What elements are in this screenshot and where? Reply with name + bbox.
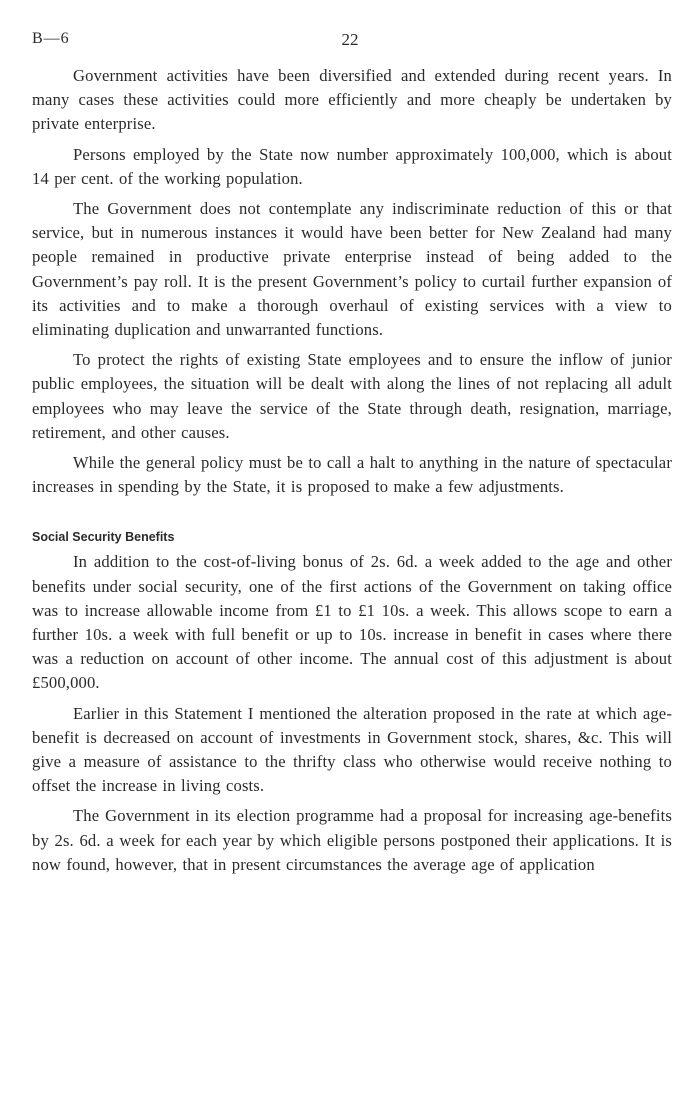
paragraph-election-programme: The Government in its election programme had a proposal for increasing age-benefits by 2s. 6d. a week for each year by which eligible persons postponed their applications. It is now found, however, that in present circumstances the average age of application	[32, 806, 672, 874]
paragraph-government-activities: Government activities have been diversified and extended during recent years. In many cases these activities could more efficiently and more cheaply be undertaken by private enterprise.	[32, 66, 672, 134]
section-heading-social-security: Social Security Benefits	[32, 530, 175, 545]
page-header	[32, 30, 668, 52]
paragraph-persons-employed: Persons employed by the State now number approximately 100,000, which is about 14 per cent. of the working population.	[32, 144, 672, 188]
paragraph-general-policy: While the general policy must be to call a halt to anything in the nature of spectacular increases in spending by the State, it is proposed to make a few adjustments.	[32, 453, 672, 497]
page-number: 22	[341, 30, 359, 49]
paragraph-government-policy: The Government does not contemplate any indiscriminate reduction of this or that service, but in numerous instances it would have been better for New Zealand had many people remained in productive private enterprise instead of being added to the Government’s pay roll. It is the present Government’s policy to curtail further expansion of its activities and to make a thorough overhaul of existing services with a view to eliminating duplication and unwarranted functions.	[32, 199, 672, 340]
page-body	[32, 64, 672, 883]
paragraph-age-benefit-alteration: Earlier in this Statement I mentioned the alteration proposed in the rate at which age-benefit is decreased on account of investments in Government stock, shares, &c. This will give a measure of assistance to the thrifty class who otherwise would receive nothing to offset the increase in living costs.	[32, 703, 672, 796]
document-reference: B—6	[32, 30, 70, 47]
paragraph-state-employees: To protect the rights of existing State employees and to ensure the inflow of junior public employees, the situation will be dealt with along the lines of not replacing all adult employees who may leave the service of the State through death, resignation, marriage, retirement, and other causes.	[32, 350, 672, 442]
paragraph-cost-of-living-bonus: In addition to the cost-of-living bonus of 2s. 6d. a week added to the age and other benefits under social security, one of the first actions of the Government on taking office was to increase allowable income from £1 to £1 10s. a week. This allows scope to earn a further 10s. a week with full benefit or up to 10s. increase in benefit in cases where there was a reduction on account of other income. The annual cost of this adjustment is about £500,000.	[32, 552, 672, 693]
